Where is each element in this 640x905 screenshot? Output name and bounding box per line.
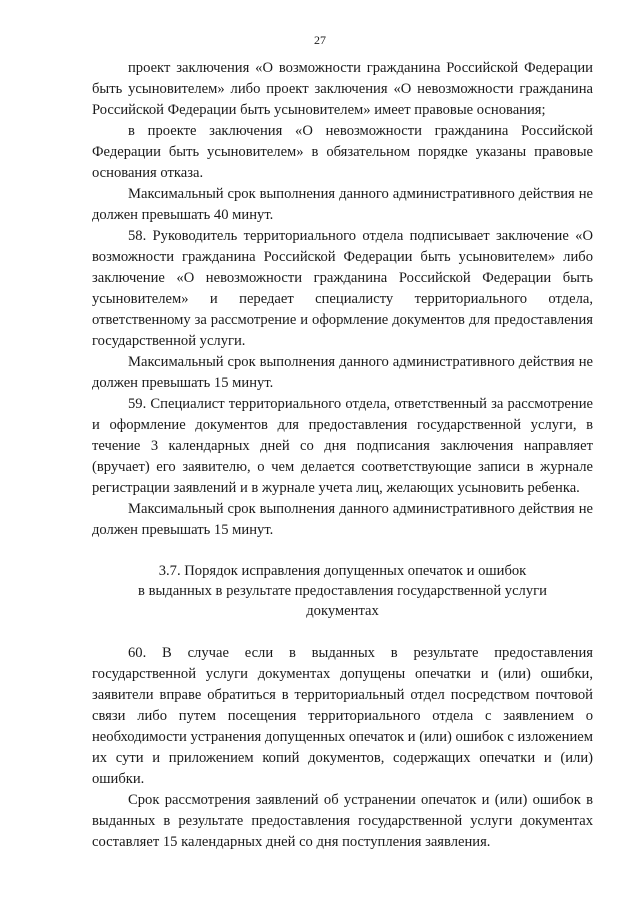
page-number: 27 [314, 33, 326, 47]
paragraph-item-60: 60. В случае если в выданных в результате предоставления государственной услуги документах допущены опечатки и (или) ошибки, заявители вправе обратиться в территориальный отдел посредством почтовой связи либо путем посещения территориального отдела с заявлением о необходимости устранения допущенных опечаток и (или) ошибок с изложением их сути и приложением копий документов, содержащих опечатки и (или) ошибки. [92, 645, 593, 787]
section-heading-line: документах [306, 603, 379, 619]
paragraph-deadline-15-a: Максимальный срок выполнения данного административного действия не должен превышать 15 минут. [92, 354, 593, 391]
document-body [92, 58, 593, 853]
paragraph-review-term: Срок рассмотрения заявлений об устранении опечаток и (или) ошибок в выданных в результате предоставления государственной услуги документах составляет 15 календарных дней со дня поступления заявления. [92, 792, 593, 850]
section-heading [92, 561, 593, 621]
paragraph-item-59: 59. Специалист территориального отдела, ответственный за рассмотрение и оформление документов для предоставления государственной услуги, в течение 3 календарных дней со дня подписания заключения направляет (вручает) его заявителю, о чем делается соответствующие записи в журнале регистрации заявлений и в журнале учета лиц, желающих усыновить ребенка. [92, 396, 593, 496]
paragraph-refusal-grounds: в проекте заключения «О невозможности гражданина Российской Федерации быть усыновителем» в обязательном порядке указаны правовые основания отказа. [92, 123, 593, 181]
paragraph-deadline-40: Максимальный срок выполнения данного административного действия не должен превышать 40 минут. [92, 186, 593, 223]
paragraph-item-58: 58. Руководитель территориального отдела подписывает заключение «О возможности гражданина Российской Федерации быть усыновителем» либо заключение «О невозможности гражданина Российской Федерации быть усыновителем» и передает специалисту территориального отдела, ответственному за рассмотрение и оформление документов для предоставления государственной услуги. [92, 228, 593, 349]
section-heading-line: 3.7. Порядок исправления допущенных опечаток и ошибок [158, 563, 527, 579]
section-heading-line: в выданных в результате предоставления государственной услуги [138, 583, 547, 599]
paragraph-deadline-15-b: Максимальный срок выполнения данного административного действия не должен превышать 15 минут. [92, 501, 593, 538]
paragraph-draft-conclusion: проект заключения «О возможности гражданина Российской Федерации быть усыновителем» либо проект заключения «О невозможности гражданина Российской Федерации быть усыновителем» имеет правовые основания; [92, 60, 593, 118]
